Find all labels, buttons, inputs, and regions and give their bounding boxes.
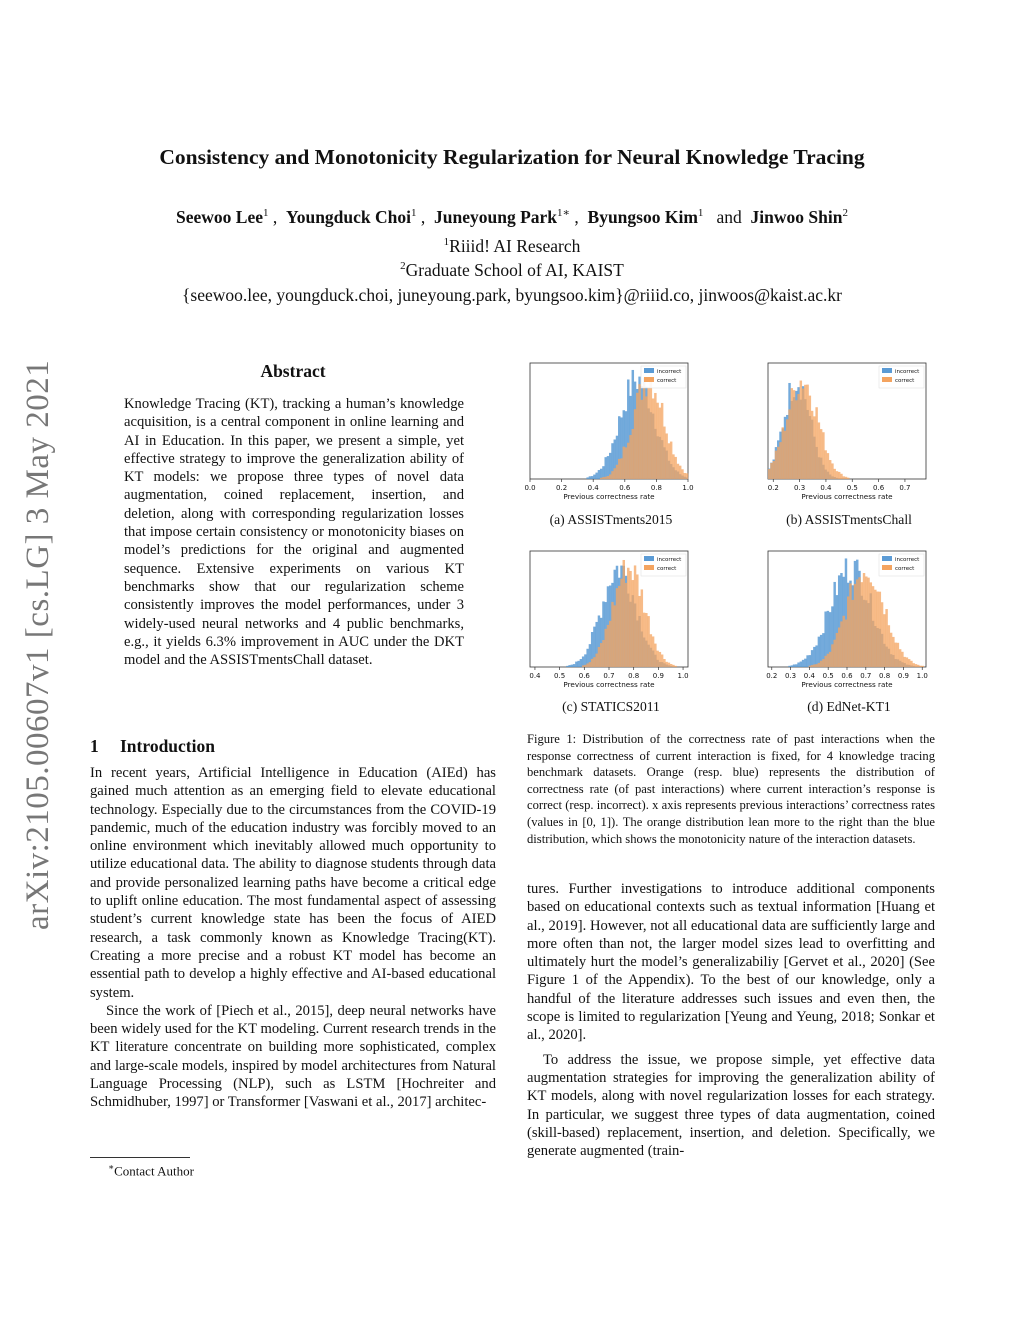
histogram-bar-correct [645,613,647,667]
legend-swatch-incorrect [644,556,654,561]
histogram-bar-correct [623,560,625,667]
histogram-bar-incorrect [818,637,820,667]
histogram-bar-correct [600,643,602,667]
histogram-bar-correct [779,442,781,479]
histogram-bar-correct [595,654,597,667]
histogram-bar-correct [632,580,634,667]
histogram-bar-correct [838,627,840,667]
paper-title: Consistency and Monotonicity Regularization for Neural Knowledge Tracing [159,145,865,169]
histogram-bar-correct [870,582,872,667]
histogram-bar-correct [818,422,820,479]
histogram-bar-correct [820,661,822,667]
histogram-bar-incorrect [809,655,811,667]
histogram-bar-correct [683,473,685,479]
legend-swatch-incorrect [644,368,654,373]
legend-label-incorrect: incorrect [895,557,920,563]
histogram-bar-incorrect [566,666,568,667]
histogram-bar-incorrect [806,655,808,667]
histogram-bar-correct [838,472,840,479]
histogram-bar-correct [879,592,881,667]
author-emails: {seewoo.lee, youngduck.choi, juneyoung.park, byungsoo.kim}@riiid.co, jinwoos@kaist.ac.kr [182,285,842,305]
histogram-assistmentschall [765,360,945,505]
histogram-bar-correct [611,471,613,479]
x-tick-label: 0.6 [873,484,885,492]
histogram-assistments2015 [524,360,707,505]
histogram-bar-correct [876,592,878,667]
x-tick-label: 1.0 [682,484,694,492]
x-tick-label: 0.7 [860,672,872,680]
x-tick-label: 1.0 [677,672,689,680]
histogram-bar-incorrect [604,457,606,479]
histogram-bar-correct [661,655,663,667]
x-tick-label: 0.8 [628,672,640,680]
histogram-bar-correct [625,583,627,667]
histogram-bar-correct [641,589,643,667]
histogram-bar-correct [629,571,631,667]
x-tick-label: 0.6 [619,484,631,492]
histogram-bar-incorrect [591,476,593,479]
histogram-bar-correct [824,656,826,667]
histogram-bar-correct [786,419,788,479]
histogram-bar-correct [919,666,921,667]
histogram-bar-correct [584,665,586,667]
histogram-bar-correct [607,625,609,667]
histogram-bar-correct [775,451,777,479]
histogram-bar-correct [591,659,593,667]
histogram-bar-incorrect [797,662,799,667]
histogram-bar-correct [847,596,849,667]
histogram-bar-correct [681,469,683,479]
histogram-bar-correct [625,447,627,479]
histogram-bar-incorrect [595,473,597,479]
histogram-bar-correct [845,620,847,667]
histogram-bar-correct [847,478,849,479]
histogram-bar-correct [609,474,611,479]
histogram-bar-correct [656,651,658,667]
histogram-bar-correct [917,665,919,667]
x-tick-label: 0.7 [899,484,911,492]
x-tick-label: 0.4 [820,484,832,492]
histogram-bar-correct [614,605,616,667]
x-axis-label: Previous correctness rate [801,680,893,689]
histogram-bar-correct [861,582,863,667]
histogram-bar-incorrect [571,665,573,667]
histogram-ednet-kt1 [765,548,945,693]
histogram-bar-correct [831,463,833,479]
histogram-bar-correct [842,476,844,479]
histogram-bar-correct [824,450,826,479]
histogram-bar-incorrect [800,662,802,667]
histogram-bar-correct [908,659,910,667]
histogram-bar-incorrect [811,650,813,667]
legend-swatch-correct [882,565,892,570]
histogram-bar-correct [890,633,892,667]
histogram-bar-incorrect [568,665,570,667]
histogram-bar-correct [643,384,645,479]
histogram-bar-correct [638,384,640,479]
x-axis-label: Previous correctness rate [801,492,893,501]
legend-swatch-incorrect [882,368,892,373]
x-tick-label: 0.2 [767,484,779,492]
x-tick-label: 0.9 [897,672,909,680]
histogram-bar-correct [863,573,865,667]
histogram-bar-correct [793,390,795,479]
histogram-bar-incorrect [577,661,579,667]
author-affil-sup: 1∗ [557,207,571,219]
x-tick-label: 0.4 [529,672,541,680]
histogram-bar-correct [679,466,681,479]
x-tick-label: 1.0 [916,672,928,680]
histogram-bar-correct [806,385,808,479]
author-name: Byungsoo Kim [587,206,698,227]
histogram-bar-correct [602,477,604,479]
histogram-bar-incorrect [813,647,815,667]
histogram-bar-correct [663,427,665,479]
histogram-bar-correct [614,468,616,479]
histogram-bar-correct [910,661,912,667]
subfigure-caption: (a) ASSISTments2015 [549,512,673,527]
histogram-bar-correct [912,663,914,667]
author-and: and [716,206,742,227]
histogram-bar-correct [867,578,869,667]
histogram-bar-correct [815,664,817,667]
histogram-bar-incorrect [804,659,806,667]
paragraph: To address the issue, we propose simple, yet effective data augmentation strategies for improving the generalization ability of KT models, along with novel regularization losses for each strategy. In particular, we suggest three types of data augmentation, coined (skill-based) replacement, insertion, and deletion. Specifically, we generate augmented (train- [527,1051,935,1160]
histogram-bar-correct [665,662,667,667]
abstract-text: Knowledge Tracing (KT), tracking a human’s knowledge acquisition, is a central component in online learning and AI in Education. In this paper, we present a simple, yet effective strategy to improve the generalization ability of KT models: we propose three types of novel data augmentation, coined replacement, insertion, and deletion, along with corresponding regularization losses that impose certain consistency or monotonicity biases on model’s predictions for the original and augmented sequence. Extensive experiments on various KT benchmarks show that our regularization scheme consistently improves the model performances, under 3 widely-used neural networks and 4 public benchmarks, e.g., it yields 6.3% improvement in AUC under the DKT model and the ASSISTmentsChall dataset. [124,396,464,669]
x-tick-label: 0.4 [803,672,815,680]
intro-text [90,764,496,1112]
histogram-bar-correct [809,666,811,667]
histogram-bar-correct [668,443,670,479]
arxiv-stamp: arXiv:2105.00607v1 [cs.LG] 3 May 2021 [20,359,56,930]
x-tick-label: 0.9 [652,672,664,680]
histogram-bar-correct [638,596,640,667]
author-name: Juneyoung Park [434,206,558,227]
histogram-bar-incorrect [586,477,588,479]
x-axis-label: Previous correctness rate [563,680,655,689]
histogram-bar-correct [600,478,602,479]
histogram-bar-correct [604,477,606,479]
histogram-bar-correct [906,657,908,667]
x-tick-label: 0.6 [578,672,590,680]
histogram-bar-correct [820,429,822,479]
histogram-bar-correct [598,647,600,667]
x-tick-label: 0.7 [603,672,615,680]
subfigure-caption: (b) ASSISTmentsChall [786,512,912,527]
histogram-bar-correct [656,403,658,479]
histogram-bar-correct [831,644,833,667]
footnote-rule [90,1157,190,1158]
histogram-bar-correct [858,577,860,667]
histogram-bar-correct [618,459,620,479]
histogram-bar-correct [815,407,817,479]
histogram-bar-correct [915,664,917,667]
x-tick-label: 0.6 [841,672,853,680]
x-tick-label: 0.2 [556,484,568,492]
histogram-bar-correct [797,394,799,479]
affiliation: $^1$Riiid! AI Research [443,236,581,256]
abstract-heading: Abstract [260,361,326,381]
histogram-bar-correct [652,398,654,479]
histogram-bar-correct [811,665,813,667]
histogram-bar-incorrect [580,659,582,667]
x-tick-label: 0.8 [650,484,662,492]
histogram-bar-correct [616,465,618,479]
histogram-bar-correct [636,393,638,479]
histogram-bar-correct [899,649,901,667]
histogram-bar-correct [827,654,829,667]
x-tick-label: 0.5 [822,672,834,680]
paragraph: In recent years, Artificial Intelligence in Education (AIEd) has gained much attention as an emerging field to elevate educational technology. Especially due to the circumstances from the COVID-19 pandemic, much of the education industry was forcibly moved to an online environment which inevitably allowed much opportunity to utilize educational data. The ability to diagnose students through data and provide personalized learning paths have become a critical edge to uplift online education. The most fundamental aspect of assessing student’s current knowledge state has been the focus of AIED research, a task commonly known as Knowledge Tracing(KT). Creating a more precise and a robust KT model has become an essential path to develop a highly effective and AI-based educational system. [90,765,496,1001]
histogram-bar-correct [616,588,618,667]
legend-swatch-incorrect [882,556,892,561]
histogram-bar-correct [586,663,588,667]
author-affil-sup: 1 [411,207,417,219]
histogram-bar-incorrect [602,466,604,479]
histogram-bar-correct [647,616,649,667]
histogram-bar-correct [654,644,656,667]
histogram-bar-correct [620,579,622,667]
histogram-bar-correct [897,643,899,667]
histogram-bar-correct [827,453,829,479]
histogram-statics2011 [527,548,707,693]
histogram-bar-correct [661,403,663,479]
legend-label-incorrect: incorrect [657,369,682,375]
histogram-bar-correct [784,431,786,479]
histogram-bar-correct [641,400,643,479]
histogram-bar-correct [804,385,806,479]
histogram-bar-correct [659,652,661,667]
histogram-bar-correct [674,666,676,667]
histogram-bar-correct [782,427,784,479]
histogram-bar-incorrect [788,666,790,667]
histogram-bar-correct [647,387,649,479]
histogram-bar-correct [842,616,844,667]
histogram-bar-correct [829,460,831,479]
histogram-bar-correct [811,411,813,479]
histogram-bar-correct [618,586,620,667]
histogram-bar-correct [813,416,815,479]
histogram-bar-correct [883,614,885,667]
histogram-bar-correct [903,657,905,667]
author-affil-sup: 1 [697,207,704,219]
legend-swatch-correct [882,377,892,382]
histogram-bar-correct [604,629,606,667]
histogram-bar-correct [881,602,883,667]
histogram-bar-correct [888,625,890,667]
x-tick-label: 0.5 [846,484,858,492]
histogram-bar-correct [894,643,896,667]
histogram-bar-correct [849,583,851,667]
legend-swatch-correct [644,377,654,382]
subfigure-caption: (d) EdNet-KT1 [807,699,891,714]
histogram-bar-correct [768,469,770,479]
histogram-bar-correct [607,476,609,479]
histogram-bar-correct [845,477,847,479]
author-name: Youngduck Choi [286,206,412,227]
paragraph: tures. Further investigations to introduce additional components based on educational contexts such as textual information [Huang et al., 2019]. However, not all educational data are sufficiently large and more often than not, the larger model sizes lead to overfitting and ultimately hurt the model’s generalizabiliy [Gervet et al., 2020] (See Figure 1 of the Appendix). To the best of our knowledge, only a handful of the literature addresses such issues and even then, the scope is limited to regularization [Yeung and Yeung, 2018; Sonkar et al., 2020]. [527,881,935,1044]
histogram-bar-correct [856,579,858,667]
histogram-bar-correct [643,613,645,667]
histogram-bar-correct [665,433,667,479]
legend-label-correct: correct [657,378,677,384]
histogram-bar-correct [770,463,772,479]
histogram-bar-incorrect [589,476,591,479]
x-tick-label: 0.3 [794,484,806,492]
histogram-bar-correct [921,666,923,667]
histogram-bar-correct [593,657,595,667]
figure-caption: Figure 1: Distribution of the correctness rate of past interactions when the response correctness of current interaction is fixed, for 4 knowledge tracing benchmark datasets. Orange (resp. blue) represents the distribution of correctness rate (of past interactions) where current interaction’s response is correct (resp. incorrect). x axis represents previous interactions’ correctness rates (values in [0, 1]). The orange distribution lean more to the right than the blue distribution, which shows the monotonicity nature of the interaction datasets. [527,732,935,846]
histogram-bar-correct [836,471,838,479]
right-column-text [527,880,935,1160]
section-heading: 1 Introduction [90,736,215,756]
histogram-bar-correct [773,461,775,479]
histogram-bar-incorrect [607,456,609,479]
histogram-bar-correct [840,474,842,479]
histogram-bar-correct [822,432,824,479]
x-tick-label: 0.2 [766,672,778,680]
histogram-bar-incorrect [802,660,804,667]
histogram-bar-correct [672,665,674,667]
histogram-bar-correct [788,409,790,479]
footnote: ∗Contact Author [108,1162,194,1179]
histogram-bar-incorrect [575,662,577,667]
histogram-bar-correct [627,568,629,667]
histogram-bar-incorrect [793,664,795,667]
paragraph: Since the work of [Piech et al., 2015], deep neural networks have been widely used for the KT modeling. Current research trends in the KT literature concentrate on building more sophisticated, complex and large-scale models, inspired by model architectures from Natural Language Processing (NLP), such as LSTM [Hochreiter and Schmidhuber, 1997] or Transformer [Vaswani et al., 2017] architec- [90,1002,496,1111]
histogram-bar-correct [645,396,647,479]
subfigure-caption: (c) STATICS2011 [562,699,660,714]
histogram-bar-correct [892,637,894,667]
histogram-bar-correct [623,447,625,479]
histogram-bar-correct [854,584,856,667]
histogram-bar-correct [829,652,831,667]
legend-label-incorrect: incorrect [657,557,682,563]
histogram-bar-incorrect [795,664,797,667]
histogram-bar-incorrect [815,645,817,667]
histogram-bar-correct [629,435,631,479]
histogram-bar-correct [833,469,835,479]
histogram-bar-correct [677,464,679,479]
histogram-bar-correct [674,457,676,479]
histogram-bar-correct [668,663,670,667]
x-tick-label: 0.4 [587,484,599,492]
histogram-bar-correct [670,664,672,667]
histogram-bar-correct [809,396,811,479]
histogram-bar-correct [627,443,629,479]
author-affil-sup: 1 [263,207,269,219]
histogram-bar-correct [852,600,854,667]
legend-swatch-correct [644,565,654,570]
histogram-bar-correct [777,447,779,479]
histogram-bar-correct [636,574,638,667]
histogram-bar-correct [791,388,793,479]
histogram-bar-correct [833,640,835,667]
histogram-bar-correct [802,389,804,479]
histogram-bar-correct [654,393,656,479]
x-tick-label: 0.3 [785,672,797,680]
x-tick-label: 0.8 [879,672,891,680]
histogram-bar-incorrect [791,665,793,667]
histogram-bar-correct [650,634,652,667]
histogram-bar-incorrect [573,664,575,667]
legend-label-incorrect: incorrect [895,369,920,375]
histogram-bar-correct [686,473,688,479]
histogram-bar-correct [620,458,622,479]
histogram-bar-correct [822,659,824,667]
histogram-bar-correct [609,621,611,667]
histogram-bar-correct [663,659,665,667]
author-name: Jinwoo Shin [750,206,843,227]
affiliation: $^2$Graduate School of AI, KAIST [400,260,624,280]
histogram-bar-correct [672,454,674,479]
histogram-bar-correct [872,586,874,667]
histogram-bar-correct [813,664,815,667]
histogram-bar-correct [670,442,672,479]
histogram-bar-correct [632,429,634,479]
histogram-bar-correct [659,408,661,479]
histogram-bar-correct [602,640,604,667]
histogram-bar-correct [611,602,613,667]
histogram-bar-correct [634,409,636,479]
histogram-bar-incorrect [600,469,602,479]
histogram-bar-correct [795,400,797,479]
histogram-bar-correct [818,663,820,667]
author-name: Seewoo Lee [176,206,264,227]
histogram-bar-incorrect [598,470,600,479]
histogram-bar-correct [650,381,652,479]
histogram-bar-correct [874,590,876,667]
legend-label-correct: correct [895,566,915,572]
histogram-bar-correct [901,652,903,667]
histogram-bar-correct [582,665,584,667]
x-tick-label: 0.5 [554,672,566,680]
histogram-bar-correct [885,609,887,667]
histogram-bar-incorrect [593,475,595,479]
x-axis-label: Previous correctness rate [563,492,655,501]
histogram-bar-correct [800,381,802,479]
histogram-bar-correct [840,621,842,667]
legend-label-correct: correct [895,378,915,384]
author-list: Seewoo Lee$^1$ , Youngduck Choi$^1$ , Juneyoung Park$^{1∗}$ , Byungsoo Kim$^1$ and Jinwoo Shin$^2$ [176,206,848,227]
histogram-bar-correct [634,565,636,667]
histogram-bar-correct [589,662,591,667]
histogram-bar-correct [836,633,838,667]
legend-label-correct: correct [657,566,677,572]
x-tick-label: 0.0 [524,484,536,492]
histogram-bar-correct [652,636,654,667]
histogram-bar-correct [865,576,867,667]
author-affil-sup: 2 [842,207,848,219]
